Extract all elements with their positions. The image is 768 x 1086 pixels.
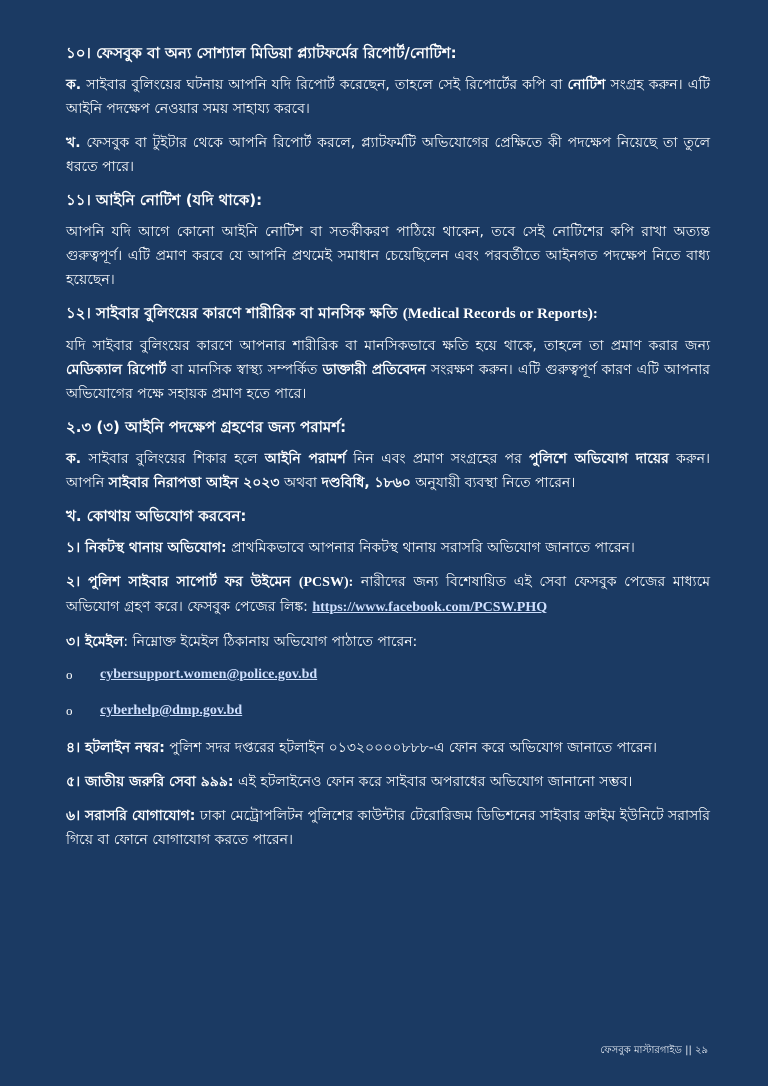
label: ক. — [66, 77, 82, 93]
text: যদি সাইবার বুলিংয়ের কারণে আপনার শারীরিক বা মানসিকভাবে ক্ষতি হয়ে থাকে, তাহলে তা প্রমাণ করার জন্য — [66, 338, 710, 354]
where-item-4 — [66, 736, 710, 760]
where-item-1 — [66, 536, 710, 560]
bold-text: দণ্ডবিধি, ১৮৬০ — [321, 475, 411, 491]
email-link-2[interactable]: cyberhelp@dmp.gov.bd — [100, 703, 243, 718]
email-bullet-1 — [66, 664, 710, 686]
bold-text: ২। পুলিশ সাইবার সাপোর্ট ফর উইমেন — [66, 574, 299, 590]
bold-text: ১। নিকটস্থ থানায় অভিযোগ: — [66, 540, 227, 556]
text: সাইবার বুলিংয়ের শিকার হলে — [81, 451, 265, 467]
text: করুন। আপনি — [66, 451, 710, 491]
section-10-para-b — [66, 131, 710, 179]
text: সংগ্রহ করুন। এটি আইনি পদক্ষেপ নেওয়ার সময় সাহায্য করবে। — [66, 77, 710, 117]
email-bullet-2 — [66, 700, 710, 722]
text: অনুযায়ী ব্যবস্থা নিতে পারেন। — [410, 475, 576, 491]
pcsw-facebook-link[interactable]: https://www.facebook.com/PCSW.PHQ — [312, 600, 548, 615]
section-10-para-a — [66, 73, 710, 121]
text: নারীদের জন্য বিশেষায়িত এই সেবা ফেসবুক পেজের মাধ্যমে অভিযোগ গ্রহণ করে। ফেসবুক পেজের লিঙ্ক: — [66, 574, 710, 615]
text: এই হটলাইনেও ফোন করে সাইবার অপরাধের অভিযোগ জানানো সম্ভব। — [233, 774, 633, 790]
label: খ. — [66, 135, 81, 151]
text: প্রাথমিকভাবে আপনার নিকটস্থ থানায় সরাসরি অভিযোগ জানাতে পারেন। — [226, 540, 635, 556]
bold-text: ৪। হটলাইন নম্বর: — [66, 740, 165, 756]
bold-text: আইনি পরামর্শ — [264, 451, 346, 467]
text: ঢাকা মেট্রোপলিটন পুলিশের কাউন্টার টেরোরিজম ডিভিশনের সাইবার ক্রাইম ইউনিটে সরাসরি গিয়ে বা ফোনে যোগাযোগ করতে পারেন। — [66, 808, 710, 848]
document-page — [66, 42, 710, 862]
section-12-para — [66, 334, 710, 406]
email-link-1[interactable]: cybersupport.women@police.gov.bd — [100, 667, 318, 682]
text: পুলিশ সদর দপ্তরের হটলাইন ০১৩২০০০০৮৮৮-এ ফোন করে অভিযোগ জানাতে পারেন। — [164, 740, 657, 756]
where-item-5 — [66, 770, 710, 794]
section-12-heading — [66, 302, 710, 325]
text: অথবা — [279, 475, 322, 491]
text: নিন এবং প্রমাণ সংগ্রহের পর — [345, 451, 530, 467]
section-11-heading: ১১। আইনি নোটিশ (যদি থাকে): — [66, 191, 263, 209]
bold-text: ৫। জাতীয় জরুরি সেবা ৯৯৯: — [66, 774, 234, 790]
where-heading: খ. কোথায় অভিযোগ করবেন: — [66, 507, 247, 525]
text: বা মানসিক স্বাস্থ্য সম্পর্কিত — [166, 362, 323, 378]
text: সংরক্ষণ করুন। এটি গুরুত্বপূর্ণ কারণ এটি আপনার অভিযোগের পক্ষে সহায়ক প্রমাণ হতে পারে। — [66, 362, 710, 402]
bold-text: ৩। ইমেইল — [66, 634, 124, 650]
bold-text: পুলিশে অভিযোগ দায়ের — [529, 451, 669, 467]
where-item-6 — [66, 804, 710, 852]
where-item-3 — [66, 630, 710, 654]
bold-text: ডাক্তারী প্রতিবেদন — [322, 362, 426, 378]
page-footer: ফেসবুক মাস্টারগাইড || ২৯ — [600, 1045, 708, 1056]
text: সাইবার বুলিংয়ের ঘটনায় আপনি যদি রিপোর্ট করেছেন, তাহলে সেই রিপোর্টের কপি বা — [81, 77, 568, 93]
where-item-2 — [66, 570, 710, 620]
text: ফেসবুক বা টুইটার থেকে আপনি রিপোর্ট করলে, প্ল্যাটফর্মটি অভিযোগের প্রেক্ষিতে কী পদক্ষেপ নিয়েছে তা তুলে ধরতে পারে। — [66, 135, 710, 175]
heading-text: ১২। সাইবার বুলিংয়ের কারণে শারীরিক বা মানসিক ক্ষতি — [66, 304, 403, 322]
bullet-marker: o — [66, 667, 73, 682]
section-2-3-heading: ২.৩ (৩) আইনি পদক্ষেপ গ্রহণের জন্য পরামর্শ: — [66, 418, 347, 436]
label: ক. — [66, 451, 82, 467]
section-2-3-para-a — [66, 447, 710, 495]
bold-text: ৬। সরাসরি যোগাযোগ: — [66, 808, 196, 824]
bold-text: সাইবার নিরাপত্তা আইন ২০২৩ — [108, 475, 280, 491]
bold-text: নোটিশ — [567, 77, 606, 93]
section-11-para: আপনি যদি আগে কোনো আইনি নোটিশ বা সতর্কীকরণ পাঠিয়ে থাকেন, তবে সেই নোটিশের কপি রাখা অত্যন্ত গুরুত্বপূর্ণ। এটি প্রমাণ করবে যে আপনি প্রথমেই সমাধান চেয়েছিলেন এবং পরবর্তীতে আইনগত পদক্ষেপ নিতে বাধ্য হয়েছেন। — [66, 224, 710, 288]
bold-text: মেডিক্যাল রিপোর্ট — [66, 362, 167, 378]
bold-english: (PCSW): — [298, 575, 354, 590]
section-10-heading: ১০। ফেসবুক বা অন্য সোশ্যাল মিডিয়া প্ল্যাটফর্মের রিপোর্ট/নোটিশ: — [66, 44, 457, 62]
heading-english: (Medical Records or Reports): — [402, 306, 598, 322]
text: : নিম্নোক্ত ইমেইল ঠিকানায় অভিযোগ পাঠাতে পারেন: — [123, 634, 418, 650]
bullet-marker: o — [66, 703, 73, 718]
